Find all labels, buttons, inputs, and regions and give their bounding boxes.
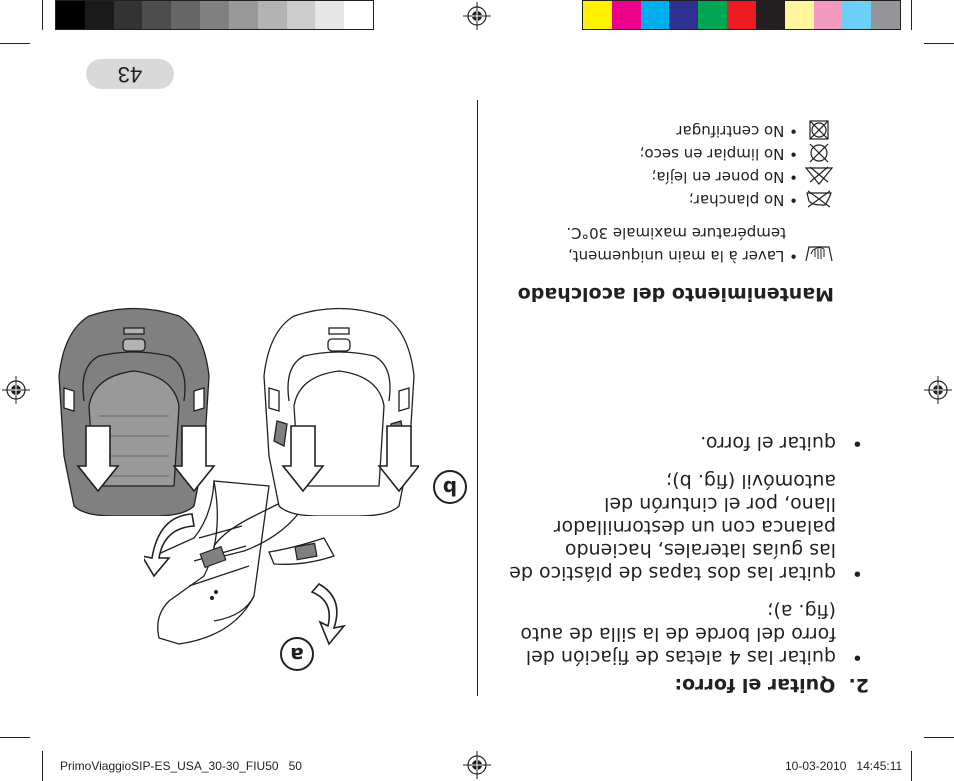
hand-wash-icon <box>804 246 834 266</box>
figure-a-label: a <box>280 637 314 671</box>
remove-cover-steps <box>509 431 869 668</box>
remove-cover-heading <box>509 674 869 696</box>
care-heading: Mantenimiento del acolchado <box>517 283 834 305</box>
no-tumble-dry-icon <box>804 121 834 141</box>
list-item: • quitar las dos tapas de plástico de las guías laterales, haciendo palanca con un destornillador llano, por el cinturón del automóvil (fig. b); <box>509 470 863 584</box>
care-section <box>504 119 834 305</box>
list-item: • No centrifugar <box>504 119 834 142</box>
footer-page: 50 <box>288 759 302 773</box>
no-dry-clean-icon <box>804 144 834 164</box>
remove-cover-section <box>509 431 869 696</box>
list-item: • quitar el forro. <box>700 432 863 454</box>
list-item: • No planchar; <box>504 188 834 211</box>
section-number: 2. <box>848 674 869 696</box>
figure-b-illustration <box>49 276 419 516</box>
no-bleach-icon <box>804 167 834 187</box>
figure-b-label: b <box>433 470 467 504</box>
list-item: • No limpiar en seco; <box>504 142 834 165</box>
list-item: • Laver à la main uniquement, <box>504 244 834 267</box>
page-number-badge: 43 <box>86 59 174 89</box>
section-title: Quitar el forro: <box>674 674 836 696</box>
footer-file-name: PrimoViaggioSIP-ES_USA_30-30_FIU50 <box>60 759 279 773</box>
care-list <box>504 119 834 267</box>
footer-date: 10-03-2010 <box>785 759 847 773</box>
list-item: • quitar las 4 aletas de fijación del forro del borde de la silla de auto (fig. a); <box>520 600 863 668</box>
no-iron-icon <box>804 190 834 210</box>
list-item: • No poner en lejía; <box>504 165 834 188</box>
footer-time: 14:45:11 <box>856 759 903 773</box>
column-divider <box>477 100 478 696</box>
list-item: température maximale 30°C. <box>566 224 786 242</box>
